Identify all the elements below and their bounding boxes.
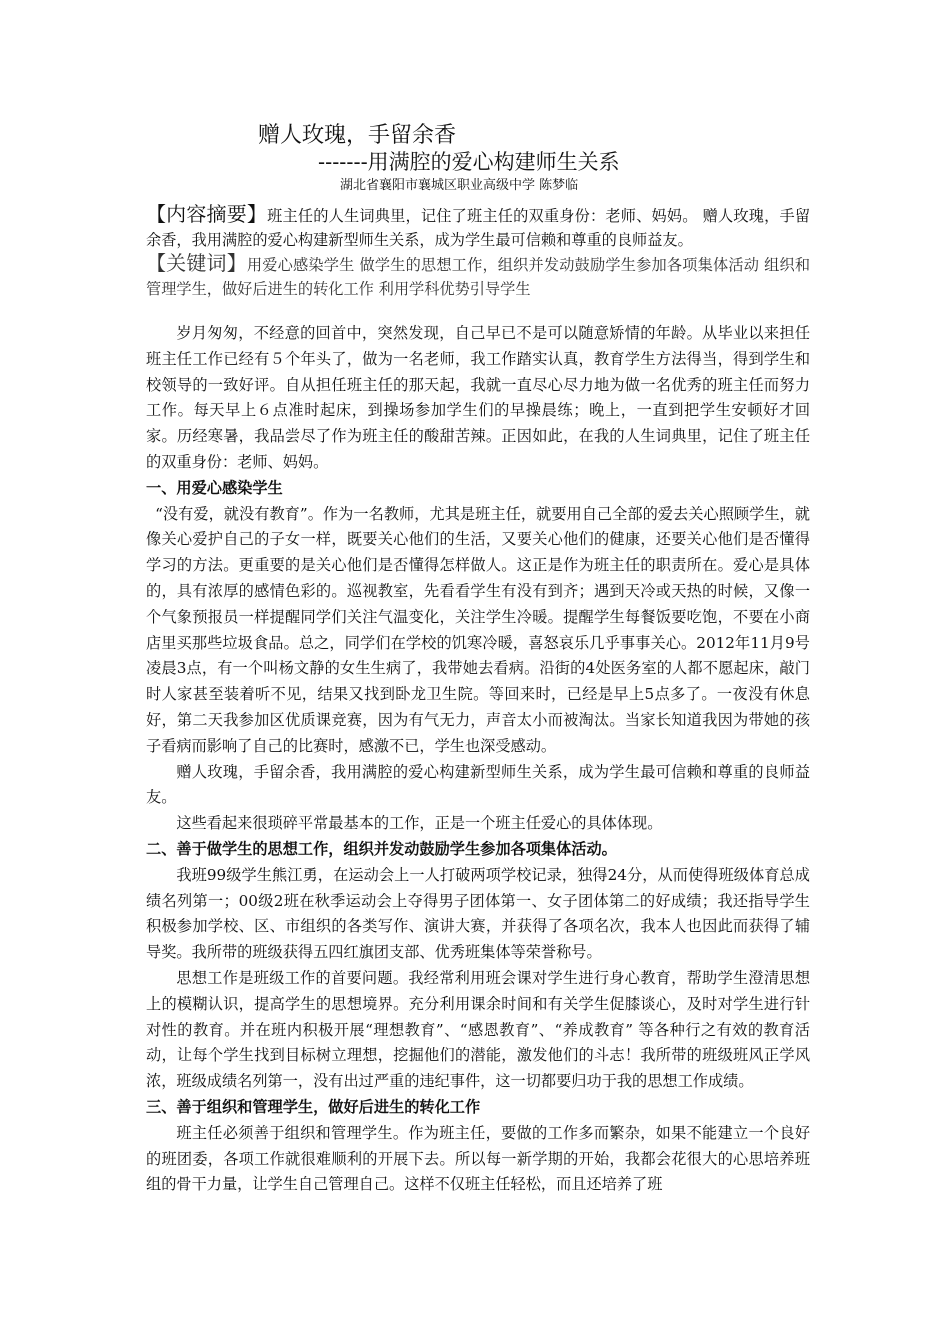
keywords-tag: 【关键词】 (146, 251, 247, 275)
section2-paragraph-2: 思想工作是班级工作的首要问题。我经常利用班会课对学生进行身心教育，帮助学生澄清思想上的模糊认识，提高学生的思想境界。充分利用课余时间和有关学生促膝谈心，及时对学生进行针对性的教育。并在班内积极开展“理想教育”、“感恩教育”、“养成教育” 等各种行之有效的教育活动，让每个学生找到目标树立理想，挖掘他们的潜能，激发他们的斗志！我所带的班级班风正学风浓，班级成绩名列第一，没有出过严重的违纪事件，这一切都要归功于我的思想工作成绩。 (146, 968, 810, 1091)
intro-paragraph: 岁月匆匆，不经意的回首中，突然发现，自己早已不是可以随意矫情的年龄。从毕业以来担任班主任工作已经有５个年头了，做为一名老师，我工作踏实认真，教育学生方法得当，得到学生和校领导的一致好评。自从担任班主任的那天起，我就一直尽心尽力地为做一名优秀的班主任而努力工作。每天早上６点准时起床，到操场参加学生们的早操晨练；晚上，一直到把学生安顿好才回家。历经寒暑，我品尝尽了作为班主任的酸甜苦辣。正因如此，在我的人生词典里，记住了班主任的双重身份：老师、妈妈。 (146, 324, 810, 471)
author-line: 湖北省襄阳市襄城区职业高级中学 陈梦临 (340, 178, 579, 193)
document-body (146, 321, 810, 1198)
section1-paragraph-1: “没有爱，就没有教育”。作为一名教师，尤其是班主任，就要用自己全部的爱去关心照顾学生，就像关心爱护自己的子女一样，既要关心他们的生活，又要关心他们的健康，还要关心他们是否懂得学习的方法。更重要的是关心他们是否懂得怎样做人。这正是作为班主任的职责所在。爱心是具体的，具有浓厚的感情色彩的。巡视教室，先看看学生有没有到齐；遇到天冷或天热的时候，又像一个气象预报员一样提醒同学们关注气温变化，关注学生冷暖。提醒学生每餐饭要吃饱，不要在小商店里买那些垃圾食品。总之，同学们在学校的饥寒冷暖，喜怒哀乐几乎事事关心。2012年11月9号凌晨3点，有一个叫杨文静的女生生病了，我带她去看病。沿街的4处医务室的人都不愿起床，敲门时人家甚至装着听不见，结果又找到卧龙卫生院。等回来时，已经是早上5点多了。一夜没有休息好，第二天我参加区优质课竞赛，因为有气无力，声音太小而被淘汰。当家长知道我因为带她的孩子看病而影响了自己的比赛时，感激不已，学生也深受感动。 (146, 504, 810, 755)
keywords-section (146, 251, 810, 301)
section2-paragraph-1: 我班99级学生熊江勇，在运动会上一人打破两项学校记录，独得24分，从而使得班级体育总成绩名列第一；00级2班在秋季运动会上夺得男子团体第一、女子团体第二的好成绩；我还指导学生积极参加学校、区、市组织的各类写作、演讲大赛，并获得了各项名次，我本人也因此而获得了辅导奖。我所带的班级获得五四红旗团支部、优秀班集体等荣誉称号。 (146, 865, 810, 962)
keywords-text: 用爱心感染学生 做学生的思想工作，组织并发动鼓励学生参加各项集体活动 组织和管理学生，做好后进生的转化工作 利用学科优势引导学生 (146, 256, 811, 298)
section-heading-2: 二、善于做学生的思想工作，组织并发动鼓励学生参加各项集体活动。 (146, 839, 617, 858)
abstract-section (146, 202, 810, 252)
section3-paragraph-1: 班主任必须善于组织和管理学生。作为班主任，要做的工作多而繁杂，如果不能建立一个良好的班团委，各项工作就很难顺利的开展下去。所以每一新学期的开始，我都会花很大的心思培养班组的骨干力量，让学生自己管理自己。这样不仅班主任轻松，而且还培养了班 (146, 1123, 810, 1194)
document-title: 赠人玫瑰，手留余香 (258, 123, 457, 148)
section-heading-1: 一、用爱心感染学生 (146, 478, 283, 497)
document-subtitle: -------用满腔的爱心构建师生关系 (318, 150, 620, 174)
section1-paragraph-3: 这些看起来很琐碎平常最基本的工作，正是一个班主任爱心的具体体现。 (176, 814, 663, 833)
section1-paragraph-2: 赠人玫瑰，手留余香，我用满腔的爱心构建新型师生关系，成为学生最可信赖和尊重的良师益友。 (146, 762, 810, 807)
section-heading-3: 三、善于组织和管理学生，做好后进生的转化工作 (146, 1097, 481, 1116)
abstract-text: 班主任的人生词典里，记住了班主任的双重身份：老师、妈妈。 赠人玫瑰，手留余香，我用满腔的爱心构建新型师生关系，成为学生最可信赖和尊重的良师益友。 (146, 207, 811, 249)
abstract-tag: 【内容摘要】 (146, 202, 268, 226)
